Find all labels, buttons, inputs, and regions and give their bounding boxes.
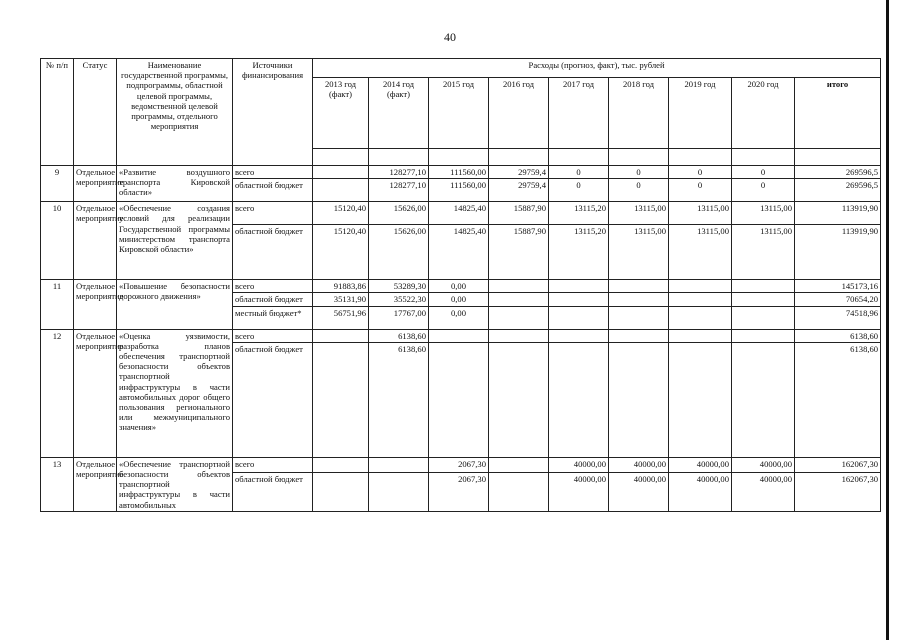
budget-table bbox=[40, 58, 881, 512]
row-value: 15120,40 bbox=[313, 202, 369, 225]
row-value bbox=[369, 457, 429, 472]
row-value: 0 bbox=[549, 166, 609, 179]
row-value: 128277,10 bbox=[369, 179, 429, 202]
header-year: 2020 год bbox=[732, 78, 795, 149]
row-value bbox=[429, 329, 489, 342]
table-row bbox=[41, 329, 881, 342]
row-value: 6138,60 bbox=[369, 342, 429, 457]
header-total: итого bbox=[795, 78, 881, 149]
row-value: 0,00 bbox=[429, 306, 489, 329]
row-total: 6138,60 bbox=[795, 329, 881, 342]
row-value: 13115,00 bbox=[669, 225, 732, 280]
row-value bbox=[489, 280, 549, 293]
row-value: 56751,96 bbox=[313, 306, 369, 329]
row-value: 17767,00 bbox=[369, 306, 429, 329]
row-value bbox=[732, 306, 795, 329]
row-status: Отдельное мероприятие bbox=[74, 202, 117, 280]
row-source: всего bbox=[233, 329, 313, 342]
row-value bbox=[489, 472, 549, 511]
row-value: 111560,00 bbox=[429, 179, 489, 202]
header-name: Наименование государственной программы, подпрограммы, областной целевой программы, ведомственной целевой программы, отдельного мероприятия bbox=[117, 59, 233, 166]
row-value: 35522,30 bbox=[369, 293, 429, 306]
row-total: 113919,90 bbox=[795, 225, 881, 280]
row-value: 0 bbox=[609, 179, 669, 202]
row-value: 13115,00 bbox=[609, 225, 669, 280]
row-source: областной бюджет bbox=[233, 293, 313, 306]
row-no: 9 bbox=[41, 166, 74, 202]
row-value: 35131,90 bbox=[313, 293, 369, 306]
row-name: «Повышение безопасности дорожного движения» bbox=[117, 280, 233, 329]
row-total: 162067,30 bbox=[795, 457, 881, 472]
row-source: областной бюджет bbox=[233, 179, 313, 202]
table-row bbox=[41, 280, 881, 293]
table-row bbox=[41, 202, 881, 225]
row-value: 40000,00 bbox=[549, 457, 609, 472]
row-value: 14825,40 bbox=[429, 225, 489, 280]
row-source: всего bbox=[233, 202, 313, 225]
row-value: 40000,00 bbox=[732, 472, 795, 511]
row-value bbox=[609, 329, 669, 342]
row-value: 13115,00 bbox=[669, 202, 732, 225]
header-no: № п/п bbox=[41, 59, 74, 166]
row-no: 13 bbox=[41, 457, 74, 511]
row-source: всего bbox=[233, 280, 313, 293]
row-value bbox=[313, 472, 369, 511]
row-value bbox=[313, 179, 369, 202]
row-value: 0 bbox=[549, 179, 609, 202]
row-value: 53289,30 bbox=[369, 280, 429, 293]
header-source: Источники финансирования bbox=[233, 59, 313, 166]
header-year: 2017 год bbox=[549, 78, 609, 149]
spacer-cell bbox=[795, 149, 881, 166]
row-value bbox=[489, 293, 549, 306]
row-value bbox=[549, 306, 609, 329]
row-value: 0 bbox=[609, 166, 669, 179]
spacer-cell bbox=[369, 149, 429, 166]
spacer-cell bbox=[732, 149, 795, 166]
row-value bbox=[489, 329, 549, 342]
row-value bbox=[489, 457, 549, 472]
row-no: 11 bbox=[41, 280, 74, 329]
row-value bbox=[549, 329, 609, 342]
row-value: 15626,00 bbox=[369, 225, 429, 280]
row-value bbox=[609, 342, 669, 457]
spacer-cell bbox=[549, 149, 609, 166]
row-value: 40000,00 bbox=[669, 457, 732, 472]
row-value: 0 bbox=[669, 179, 732, 202]
row-name: «Развитие воздушного транспорта Кировской области» bbox=[117, 166, 233, 202]
row-value bbox=[732, 293, 795, 306]
row-value: 40000,00 bbox=[669, 472, 732, 511]
row-status: Отдельное мероприятие bbox=[74, 280, 117, 329]
header-year: 2016 год bbox=[489, 78, 549, 149]
row-value: 40000,00 bbox=[609, 457, 669, 472]
header-year: 2019 год bbox=[669, 78, 732, 149]
spacer-cell bbox=[609, 149, 669, 166]
row-value bbox=[489, 306, 549, 329]
row-value: 40000,00 bbox=[549, 472, 609, 511]
row-value bbox=[489, 342, 549, 457]
row-name: «Обеспечение транспортной безопасности объектов транспортной инфраструктуры в части автомобильных bbox=[117, 457, 233, 511]
header-status: Статус bbox=[74, 59, 117, 166]
row-value: 13115,00 bbox=[732, 202, 795, 225]
row-name: «Обеспечение создания условий для реализации Государственной программы министерством транспорта Кировской области» bbox=[117, 202, 233, 280]
header-row bbox=[41, 59, 881, 78]
row-value: 15120,40 bbox=[313, 225, 369, 280]
row-value bbox=[669, 280, 732, 293]
page-number: 40 bbox=[444, 30, 456, 44]
row-total: 70654,20 bbox=[795, 293, 881, 306]
spacer-cell bbox=[313, 149, 369, 166]
row-value bbox=[313, 166, 369, 179]
header-expenses: Расходы (прогноз, факт), тыс. рублей bbox=[313, 59, 881, 78]
row-value: 29759,4 bbox=[489, 179, 549, 202]
row-value: 15626,00 bbox=[369, 202, 429, 225]
row-value bbox=[429, 342, 489, 457]
row-value: 2067,30 bbox=[429, 457, 489, 472]
row-status: Отдельное мероприятие bbox=[74, 329, 117, 457]
row-value: 13115,00 bbox=[609, 202, 669, 225]
row-value: 0 bbox=[732, 166, 795, 179]
row-value bbox=[609, 293, 669, 306]
row-value: 13115,20 bbox=[549, 225, 609, 280]
row-value bbox=[313, 329, 369, 342]
row-total: 113919,90 bbox=[795, 202, 881, 225]
row-status: Отдельное мероприятие bbox=[74, 166, 117, 202]
row-value: 0,00 bbox=[429, 280, 489, 293]
row-value: 0 bbox=[669, 166, 732, 179]
row-name: «Оценка уязвимости, разработка планов обеспечения транспортной безопасности объектов транспортной инфраструктуры в части автомобильных дорог общего пользования регионального или межмуниципального значения» bbox=[117, 329, 233, 457]
row-value: 91883,86 bbox=[313, 280, 369, 293]
header-year: 2013 год (факт) bbox=[313, 78, 369, 149]
page-edge-rule bbox=[886, 0, 889, 640]
row-value: 111560,00 bbox=[429, 166, 489, 179]
row-value bbox=[669, 306, 732, 329]
row-total: 6138,60 bbox=[795, 342, 881, 457]
row-value: 0,00 bbox=[429, 293, 489, 306]
row-status: Отдельное мероприятие bbox=[74, 457, 117, 511]
header-year: 2015 год bbox=[429, 78, 489, 149]
spacer-cell bbox=[429, 149, 489, 166]
row-value: 40000,00 bbox=[609, 472, 669, 511]
row-value bbox=[313, 457, 369, 472]
spacer-cell bbox=[669, 149, 732, 166]
row-value: 29759,4 bbox=[489, 166, 549, 179]
row-total: 269596,5 bbox=[795, 179, 881, 202]
row-source: всего bbox=[233, 166, 313, 179]
row-source: местный бюджет* bbox=[233, 306, 313, 329]
row-value: 13115,20 bbox=[549, 202, 609, 225]
row-value: 0 bbox=[732, 179, 795, 202]
row-source: всего bbox=[233, 457, 313, 472]
row-total: 162067,30 bbox=[795, 472, 881, 511]
row-no: 12 bbox=[41, 329, 74, 457]
table-row bbox=[41, 166, 881, 179]
row-total: 269596,5 bbox=[795, 166, 881, 179]
row-value bbox=[549, 293, 609, 306]
row-value bbox=[369, 472, 429, 511]
row-value bbox=[609, 280, 669, 293]
row-value: 13115,00 bbox=[732, 225, 795, 280]
table-row bbox=[41, 457, 881, 472]
row-source: областной бюджет bbox=[233, 342, 313, 457]
row-value bbox=[669, 329, 732, 342]
row-total: 145173,16 bbox=[795, 280, 881, 293]
row-value: 14825,40 bbox=[429, 202, 489, 225]
row-value: 2067,30 bbox=[429, 472, 489, 511]
row-value: 15887,90 bbox=[489, 202, 549, 225]
row-value bbox=[549, 280, 609, 293]
header-year: 2018 год bbox=[609, 78, 669, 149]
row-value bbox=[549, 342, 609, 457]
row-value: 40000,00 bbox=[732, 457, 795, 472]
header-year: 2014 год (факт) bbox=[369, 78, 429, 149]
row-value: 6138,60 bbox=[369, 329, 429, 342]
row-value: 128277,10 bbox=[369, 166, 429, 179]
row-no: 10 bbox=[41, 202, 74, 280]
row-value bbox=[732, 329, 795, 342]
row-value bbox=[669, 293, 732, 306]
row-value bbox=[732, 342, 795, 457]
row-value bbox=[732, 280, 795, 293]
row-value bbox=[669, 342, 732, 457]
row-value bbox=[609, 306, 669, 329]
row-value bbox=[313, 342, 369, 457]
row-source: областной бюджет bbox=[233, 472, 313, 511]
row-value: 15887,90 bbox=[489, 225, 549, 280]
row-total: 74518,96 bbox=[795, 306, 881, 329]
row-source: областной бюджет bbox=[233, 225, 313, 280]
spacer-cell bbox=[489, 149, 549, 166]
